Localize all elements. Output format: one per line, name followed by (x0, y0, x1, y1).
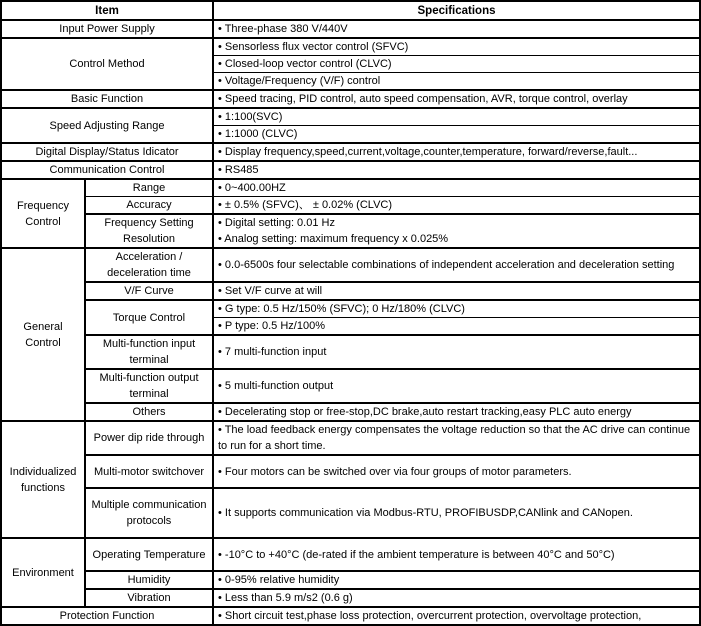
table-row (1, 90, 700, 108)
item-frequency-setting-resolution: Frequency Setting Resolution (85, 214, 213, 248)
spec-input-power-supply: • Three-phase 380 V/440V (213, 20, 700, 38)
table-row (1, 38, 700, 56)
spec-torque-control-g-type: • G type: 0.5 Hz/150% (SFVC); 0 Hz/180% (CLVC) (213, 300, 700, 318)
item-others: Others (85, 403, 213, 421)
table-row (1, 179, 700, 197)
item-basic-function: Basic Function (1, 90, 213, 108)
table-row (1, 607, 700, 625)
table-header-row (1, 1, 700, 20)
spec-vf-curve: • Set V/F curve at will (213, 282, 700, 300)
item-multi-function-output-terminal: Multi-function output terminal (85, 369, 213, 403)
spec-multi-function-input-terminal: • 7 multi-function input (213, 335, 700, 369)
spec-basic-function: • Speed tracing, PID control, auto speed compensation, AVR, torque control, overlay (213, 90, 700, 108)
spec-acceleration-deceleration-time: • 0.0-6500s four selectable combinations of independent acceleration and deceleration setting (213, 248, 700, 282)
spec-others: • Decelerating stop or free-stop,DC brake,auto restart tracking,easy PLC auto energy (213, 403, 700, 421)
item-input-power-supply: Input Power Supply (1, 20, 213, 38)
item-group-frequency-control: Frequency Control (1, 179, 85, 248)
item-torque-control: Torque Control (85, 300, 213, 335)
item-protection-function: Protection Function (1, 607, 213, 625)
table-row (1, 197, 700, 215)
item-speed-adjusting-range: Speed Adjusting Range (1, 108, 213, 143)
spec-operating-temperature: • -10°C to +40°C (de-rated if the ambient temperature is between 40°C and 50°C) (213, 538, 700, 571)
spec-protection-function: • Short circuit test,phase loss protection, overcurrent protection, overvoltage protection, (213, 607, 700, 625)
table-row (1, 571, 700, 589)
item-multi-motor-switchover: Multi-motor switchover (85, 455, 213, 488)
table-row (1, 488, 700, 538)
spec-multi-motor-switchover: • Four motors can be switched over via four groups of motor parameters. (213, 455, 700, 488)
item-group-general-control: General Control (1, 248, 85, 421)
spec-frequency-range: • 0~400.00HZ (213, 179, 700, 197)
spec-control-method-2: • Closed-loop vector control (CLVC) (213, 56, 700, 73)
column-header-item: Item (1, 1, 213, 20)
spec-speed-adjusting-range-2: • 1:1000 (CLVC) (213, 126, 700, 144)
table-row (1, 335, 700, 369)
item-power-dip-ride-through: Power dip ride through (85, 421, 213, 455)
table-row (1, 143, 700, 161)
item-vibration: Vibration (85, 589, 213, 607)
spec-frequency-setting-resolution (213, 214, 700, 248)
table-row (1, 20, 700, 38)
item-acceleration-deceleration-time: Acceleration / deceleration time (85, 248, 213, 282)
item-group-individualized-functions: Individualized functions (1, 421, 85, 538)
column-header-specifications: Specifications (213, 1, 700, 20)
item-frequency-range: Range (85, 179, 213, 197)
spec-digital-display: • Display frequency,speed,current,voltage,counter,temperature, forward/reverse,fault... (213, 143, 700, 161)
item-multi-function-input-terminal: Multi-function input terminal (85, 335, 213, 369)
spec-line-analog-setting: • Analog setting: maximum frequency x 0.025% (218, 233, 449, 245)
item-control-method: Control Method (1, 38, 213, 90)
item-digital-display: Digital Display/Status Idicator (1, 143, 213, 161)
spec-multi-function-output-terminal: • 5 multi-function output (213, 369, 700, 403)
table-row (1, 161, 700, 179)
table-row (1, 403, 700, 421)
item-communication-control: Communication Control (1, 161, 213, 179)
table-row (1, 421, 700, 455)
item-vf-curve: V/F Curve (85, 282, 213, 300)
item-frequency-accuracy: Accuracy (85, 197, 213, 215)
spec-vibration: • Less than 5.9 m/s2 (0.6 g) (213, 589, 700, 607)
spec-frequency-accuracy: • ± 0.5% (SFVC)、 ± 0.02% (CLVC) (213, 197, 700, 215)
table-row (1, 214, 700, 248)
table-row (1, 282, 700, 300)
spec-power-dip-ride-through: • The load feedback energy compensates the voltage reduction so that the AC drive can continue to run for a short time. (213, 421, 700, 455)
table-row (1, 248, 700, 282)
spec-humidity: • 0-95% relative humidity (213, 571, 700, 589)
item-group-environment: Environment (1, 538, 85, 607)
table-row (1, 589, 700, 607)
table-row (1, 108, 700, 126)
table-row (1, 455, 700, 488)
item-humidity: Humidity (85, 571, 213, 589)
spec-control-method-3: • Voltage/Frequency (V/F) control (213, 73, 700, 91)
item-operating-temperature: Operating Temperature (85, 538, 213, 571)
spec-speed-adjusting-range-1: • 1:100(SVC) (213, 108, 700, 126)
spec-control-method-1: • Sensorless flux vector control (SFVC) (213, 38, 700, 56)
table-row (1, 369, 700, 403)
spec-multiple-communication-protocols: • It supports communication via Modbus-RTU, PROFIBUSDP,CANlink and CANopen. (213, 488, 700, 538)
spec-torque-control-p-type: • P type: 0.5 Hz/100% (213, 318, 700, 336)
table-row (1, 300, 700, 318)
spec-line-digital-setting: • Digital setting: 0.01 Hz (218, 217, 335, 229)
spec-communication-control: • RS485 (213, 161, 700, 179)
table-row (1, 538, 700, 571)
item-multiple-communication-protocols: Multiple communication protocols (85, 488, 213, 538)
